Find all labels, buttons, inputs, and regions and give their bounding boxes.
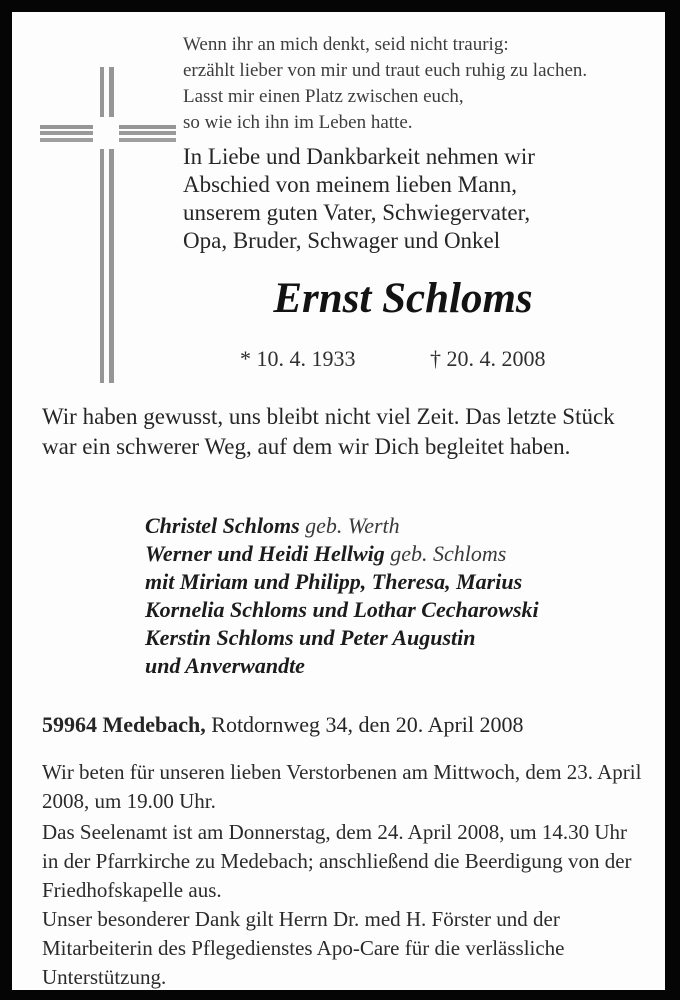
mourner-name: Kornelia Schloms und Lothar Cecharowski — [145, 597, 539, 622]
mourner-maiden-name: geb. Schloms — [390, 541, 507, 566]
mourner-name: Christel Schloms — [145, 513, 300, 538]
cross-arm-right — [119, 125, 176, 142]
mourner-name: Werner und Heidi Hellwig — [145, 541, 385, 566]
address-date-line — [42, 712, 652, 738]
obituary-sheet — [12, 12, 665, 990]
postal-city: 59964 Medebach, — [42, 712, 206, 737]
mourner-line — [145, 512, 645, 540]
mourners-list — [145, 512, 645, 680]
poem-line: Lasst mir einen Platz zwischen euch, — [183, 86, 464, 107]
intro-line: In Liebe und Dankbarkeit nehmen wir — [183, 144, 535, 169]
thanks-paragraph: Unser besonderer Dank gilt Herrn Dr. med H. Förster und der Mitarbeiterin des Pflegedienstes Apo-Care für die verlässliche Unterstützung. — [42, 907, 565, 989]
birth-date: * 10. 4. 1933 — [240, 346, 356, 371]
street-and-date: Rotdornweg 34, den 20. April 2008 — [205, 712, 524, 737]
mourner-maiden-name: geb. Werth — [305, 513, 400, 538]
cross-stem-bottom — [100, 149, 114, 383]
mourner-line — [145, 624, 645, 652]
poem-line: erzählt lieber von mir und traut euch ruhig zu lachen. — [183, 60, 588, 81]
requiem-announcement: Das Seelenamt ist am Donnerstag, dem 24. April 2008, um 14.30 Uhr in der Pfarrkirche zu Medebach; anschließend die Beerdigung von der Friedhofskapelle aus. — [42, 820, 632, 902]
mourner-line — [145, 652, 645, 680]
cross-stem-top — [100, 67, 114, 117]
tribute-paragraph: Wir haben gewusst, uns bleibt nicht viel Zeit. Das letzte Stück war ein schwerer Weg, auf dem wir Dich begleitet haben. — [42, 404, 615, 459]
mourner-line — [145, 596, 645, 624]
mourner-name: mit Miriam und Philipp, Theresa, Marius — [145, 569, 523, 594]
intro-line: Abschied von meinem lieben Mann, — [183, 172, 518, 197]
intro-line: unserem guten Vater, Schwiegervater, — [183, 200, 531, 225]
cross-arm-left — [40, 125, 93, 142]
cross-icon — [28, 55, 178, 395]
mourner-line — [145, 568, 645, 596]
poem-line: Wenn ihr an mich denkt, seid nicht traurig: — [183, 34, 509, 55]
prayer-announcement: Wir beten für unseren lieben Verstorbenen am Mittwoch, dem 23. April 2008, um 19.00 Uhr. — [42, 760, 642, 813]
mourner-line — [145, 540, 645, 568]
epigraph-poem — [183, 32, 653, 136]
poem-line: so wie ich ihn im Leben hatte. — [183, 112, 413, 133]
farewell-intro — [183, 143, 653, 255]
intro-line: Opa, Bruder, Schwager und Onkel — [183, 228, 501, 253]
death-date: † 20. 4. 2008 — [430, 346, 546, 371]
mourner-name: Kerstin Schloms und Peter Augustin — [145, 625, 476, 650]
deceased-name: Ernst Schloms — [273, 275, 533, 322]
mourner-name: und Anverwandte — [145, 653, 305, 678]
